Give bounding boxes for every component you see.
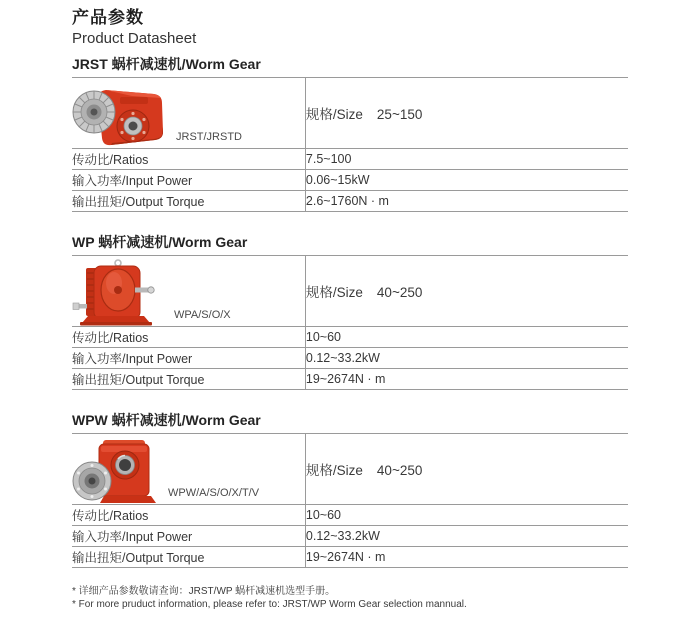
spec-row [72, 505, 628, 526]
model-label: JRST/JRSTD [176, 131, 242, 143]
spec-row-value: 7.5~100 [305, 149, 628, 170]
spec-table [72, 77, 628, 212]
size-value: 25~150 [376, 107, 423, 122]
size-label: 规格/Size [305, 463, 363, 478]
section-title: WP 蜗杆减速机/Worm Gear [72, 234, 248, 250]
image-row [72, 434, 628, 505]
section-title: JRST 蜗杆减速机/Worm Gear [72, 56, 261, 72]
model-label: WPW/A/S/O/X/T/V [168, 487, 260, 499]
footnote-cn: * 详细产品参数敬请查询：JRST/WP 蜗杆减速机选型手册。 [72, 586, 336, 597]
wpw-gearbox-image [72, 438, 160, 504]
spec-row-value: 10~60 [305, 505, 628, 526]
spec-row-value: 0.06~15kW [305, 170, 628, 191]
spec-row-label: 传动比/Ratios [72, 327, 305, 348]
spec-row-value: 0.12~33.2kW [305, 348, 628, 369]
spec-row-label: 输入功率/Input Power [72, 348, 305, 369]
spec-table [72, 433, 628, 568]
size-label: 规格/Size [305, 285, 363, 300]
section-title: WPW 蜗杆减速机/Worm Gear [72, 412, 261, 428]
image-row [72, 78, 628, 149]
spec-row [72, 327, 628, 348]
page-title-cn: 产品参数 [72, 8, 144, 27]
spec-row-value: 0.12~33.2kW [305, 526, 628, 547]
spec-row [72, 547, 628, 568]
spec-row [72, 526, 628, 547]
footnote-en: * For more pruduct information, please refer to: JRST/WP Worm Gear selection mannual. [72, 599, 467, 610]
spec-table [72, 255, 628, 390]
wp-gearbox-image [72, 259, 166, 326]
spec-row [72, 348, 628, 369]
model-label: WPA/S/O/X [174, 309, 231, 321]
spec-row [72, 369, 628, 390]
spec-row-label: 输入功率/Input Power [72, 526, 305, 547]
spec-row-label: 输入功率/Input Power [72, 170, 305, 191]
product-section-wp [72, 234, 628, 390]
spec-row-value: 19~2674N · m [305, 547, 628, 568]
page-title-en: Product Datasheet [72, 30, 197, 47]
size-value: 40~250 [376, 285, 423, 300]
spec-row-label: 输出扭矩/Output Torque [72, 369, 305, 390]
product-section-jrst [72, 56, 628, 212]
size-label: 规格/Size [305, 107, 363, 122]
spec-row [72, 170, 628, 191]
spec-row-value: 19~2674N · m [305, 369, 628, 390]
jrst-gearbox-image [72, 85, 168, 148]
image-row [72, 256, 628, 327]
spec-row-label: 输出扭矩/Output Torque [72, 547, 305, 568]
spec-row-label: 传动比/Ratios [72, 149, 305, 170]
spec-row-value: 10~60 [305, 327, 628, 348]
spec-row [72, 149, 628, 170]
spec-row [72, 191, 628, 212]
footnotes [72, 585, 628, 611]
spec-row-label: 传动比/Ratios [72, 505, 305, 526]
size-value: 40~250 [376, 463, 423, 478]
spec-row-value: 2.6~1760N · m [305, 191, 628, 212]
product-section-wpw [72, 412, 628, 568]
spec-row-label: 输出扭矩/Output Torque [72, 191, 305, 212]
